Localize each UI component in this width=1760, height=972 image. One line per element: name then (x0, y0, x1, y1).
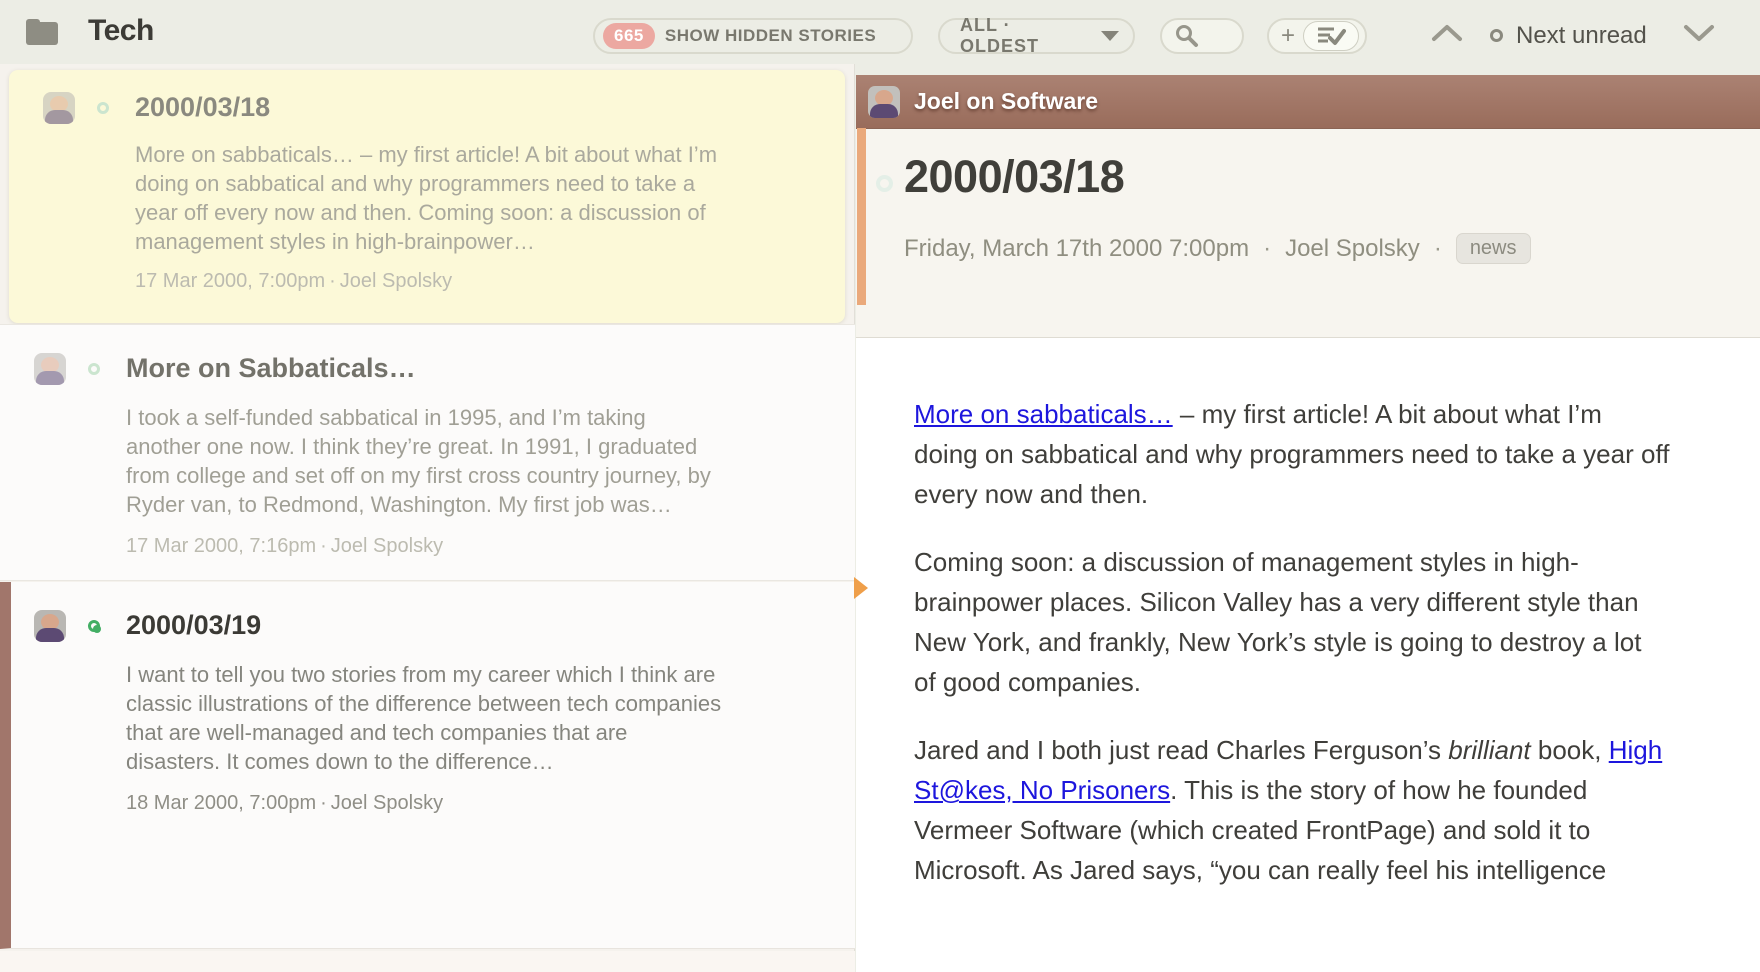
reader-pane (856, 64, 1760, 972)
article-link[interactable]: High St@kes, No Prisoners (914, 735, 1663, 805)
author-avatar (34, 353, 66, 385)
author-avatar (34, 610, 66, 642)
chevron-down-nav-icon (1682, 22, 1716, 44)
feed-favicon (868, 86, 900, 118)
story-row-1[interactable] (9, 70, 845, 323)
article-text: . This is the story of how he founded Vermeer Software (which created FrontPage) and sold it to Microsoft. As Jared says, “you can really feel his intelligence (914, 775, 1607, 885)
article-paragraph (914, 394, 1670, 514)
add-site-button[interactable]: + (1281, 22, 1296, 49)
mark-read-list-check-icon (1316, 25, 1346, 47)
reader-story-date: Friday, March 17th 2000 7:00pm (904, 234, 1250, 262)
article-body (914, 394, 1670, 918)
story-preview: I want to tell you two stories from my career which I think are classic illustrations of the difference between tech companies that are well-managed and tech companies that are disasters. It comes down to the difference… (126, 662, 722, 774)
sort-filter-dropdown[interactable] (938, 15, 1135, 56)
article-text: book, (1530, 735, 1609, 765)
hidden-count-badge: 665 (603, 23, 655, 49)
story-meta: 17 Mar 2000, 7:16pm · Joel Spolsky (126, 535, 444, 557)
feed-scroll-accent[interactable] (857, 128, 866, 305)
article-italic-text: brilliant (1448, 735, 1531, 765)
add-mark-read-control[interactable] (1267, 18, 1367, 54)
story-title: 2000/03/18 (135, 92, 271, 122)
folder-title: Tech (88, 14, 154, 47)
previous-story-button[interactable] (1430, 22, 1464, 44)
sort-filter-label: ALL · OLDEST (960, 15, 1040, 56)
reader-story-title[interactable]: 2000/03/18 (904, 151, 1125, 202)
show-hidden-stories-button[interactable] (593, 18, 913, 54)
story-meta: 18 Mar 2000, 7:00pm · Joel Spolsky (126, 792, 444, 814)
reader-story-author[interactable]: Joel Spolsky (1285, 234, 1420, 262)
reader-story-meta: Friday, March 17th 2000 7:00pm · Joel Spolsky · news (904, 233, 1531, 264)
chevron-down-icon (1101, 31, 1119, 41)
article-text: Jared and I both just read Charles Ferguson’s (914, 735, 1449, 765)
story-preview: I took a self-funded sabbatical in 1995, and I’m taking another one now. I think they’re great. In 1991, I graduated from college and set off on my first cross country journey, by Ryder van, to Redmond, Washington. My first job was… (126, 405, 711, 517)
read-indicator-icon[interactable] (876, 175, 893, 192)
article-text: – my first article! A bit about what I’m doing on sabbatical and why programmers need to take a year off every now and then. (914, 399, 1670, 509)
unread-ring-icon (1490, 29, 1503, 42)
unread-indicator-icon[interactable] (88, 620, 100, 632)
mark-all-read-button[interactable] (1303, 21, 1359, 51)
chevron-up-icon (1430, 22, 1464, 44)
story-row-2[interactable] (0, 324, 855, 581)
next-story-partial[interactable] (0, 951, 855, 972)
read-indicator-icon[interactable] (88, 363, 100, 375)
feed-header-bar[interactable] (856, 75, 1760, 129)
current-story-arrow-icon (854, 577, 868, 599)
top-toolbar (0, 0, 1760, 64)
next-story-button[interactable] (1682, 22, 1716, 44)
read-indicator-icon[interactable] (97, 102, 109, 114)
article-text: Coming soon: a discussion of management styles in high-brainpower places. Silicon Valley has a very different style than New York, and frankly, New York’s style is going to destroy a lot of good companies. (914, 547, 1642, 697)
story-meta: 17 Mar 2000, 7:00pm · Joel Spolsky (135, 270, 453, 292)
story-list-panel (0, 64, 855, 972)
show-hidden-stories-label: SHOW HIDDEN STORIES (664, 26, 877, 45)
search-field[interactable] (1160, 18, 1244, 54)
search-icon (1174, 23, 1200, 49)
article-paragraph (914, 542, 1670, 702)
story-row-3[interactable] (0, 582, 855, 949)
story-preview: More on sabbaticals… – my first article! A bit about what I’m doing on sabbatical and why programmers need to take a year off every now and then. Coming soon: a discussion of management styles in high-brainpower… (135, 142, 718, 254)
story-title: More on Sabbaticals… (126, 353, 416, 383)
folder-icon (26, 19, 58, 45)
article-link[interactable]: More on sabbaticals… (914, 399, 1173, 429)
story-header (856, 129, 1760, 338)
next-unread-button[interactable]: Next unread (1516, 22, 1647, 49)
author-avatar (43, 92, 75, 124)
story-title: 2000/03/19 (126, 610, 262, 640)
feed-title: Joel on Software (914, 88, 1099, 114)
article-paragraph (914, 730, 1670, 890)
story-tag[interactable]: news (1456, 233, 1531, 264)
reader-top-gap (856, 64, 1760, 75)
